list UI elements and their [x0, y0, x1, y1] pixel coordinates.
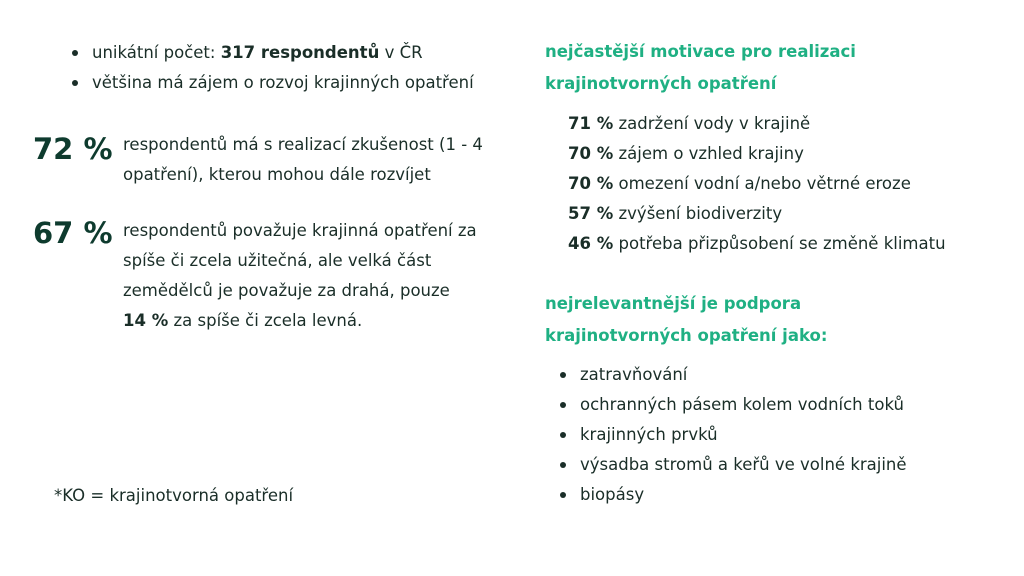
support-item: ochranných pásem kolem vodních toků	[560, 390, 907, 420]
motivation-item: 71 % zadržení vody v krajině	[568, 114, 811, 133]
stat-67-text: respondentů považuje krajinná opatření za spíše či zcela užitečná, ale velká část zemědělců je považuje za drahá, pouze 14 % za spíše či zcela levná.	[123, 221, 477, 330]
stat-67-value: 67 %	[33, 216, 113, 250]
support-item: biopásy	[560, 480, 907, 510]
motivation-heading: nejčastější motivace pro realizaci krajinotvorných opatření	[545, 42, 856, 93]
motivation-item: 70 % omezení vodní a/nebo větrné eroze	[568, 174, 911, 193]
motivation-item: 70 % zájem o vzhled krajiny	[568, 144, 804, 163]
motivation-item: 57 % zvýšení biodiverzity	[568, 204, 783, 223]
intro-item-interest: většina má zájem o rozvoj krajinných opatření	[72, 68, 474, 98]
stat-72-value: 72 %	[33, 132, 113, 166]
support-item: krajinných prvků	[560, 420, 907, 450]
support-item: výsadba stromů a keřů ve volné krajině	[560, 450, 907, 480]
motivation-list	[568, 109, 946, 259]
footnote: *KO = krajinotvorná opatření	[54, 486, 294, 505]
support-item: zatravňování	[560, 360, 907, 390]
support-list	[560, 360, 907, 510]
stat-72-text: respondentů má s realizací zkušenost (1 - 4 opatření), kterou mohou dále rozvíjet	[123, 135, 483, 184]
intro-item-respondents: unikátní počet: 317 respondentů v ČR	[72, 38, 474, 68]
intro-list	[72, 38, 474, 98]
support-heading: nejrelevantnější je podpora krajinotvorných opatření jako:	[545, 294, 828, 345]
motivation-item: 46 % potřeba přizpůsobení se změně klimatu	[568, 234, 946, 253]
